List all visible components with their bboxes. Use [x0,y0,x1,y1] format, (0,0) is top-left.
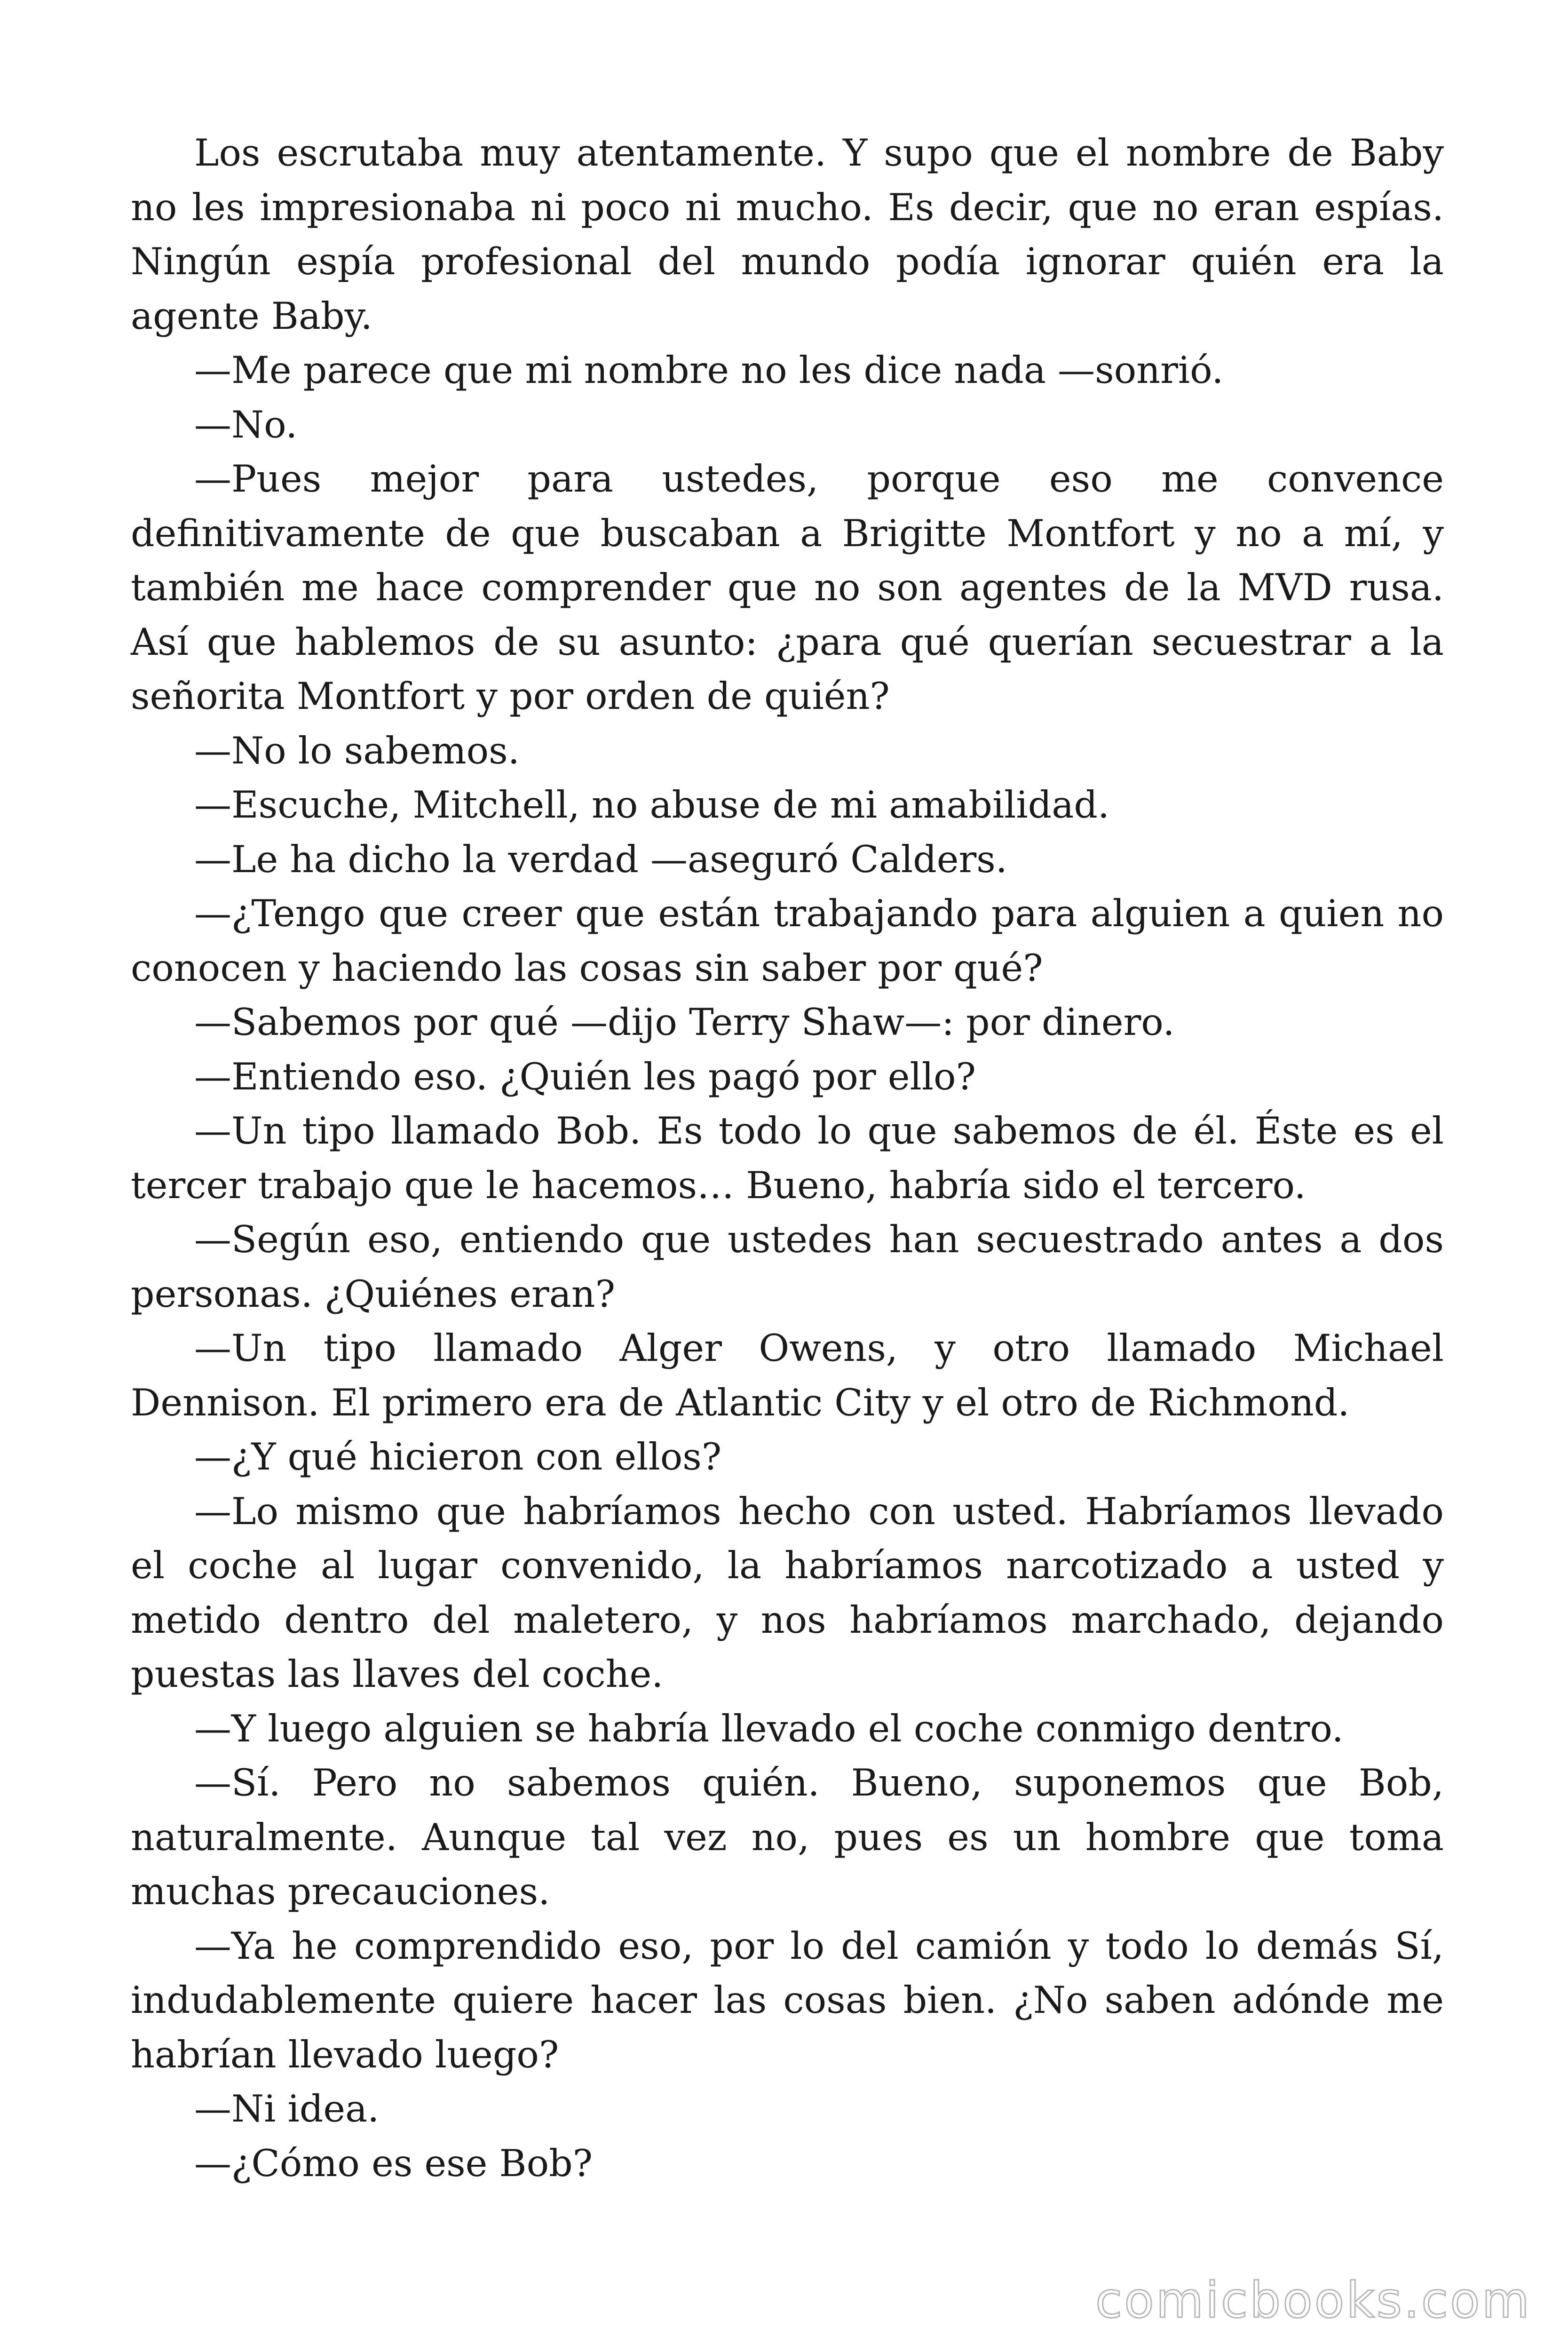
paragraph: —¿Y qué hicieron con ellos? [194,1435,722,1478]
paragraph: —¿Tengo que creer que están trabajando para alguien a quien no conocen y haciendo las cosas sin saber por qué? [131,892,1444,990]
paragraph: —Un tipo llamado Bob. Es todo lo que sabemos de él. Éste es el tercer trabajo que le hacemos… Bueno, habría sido el tercero. [131,1109,1444,1207]
paragraph: —Sabemos por qué —dijo Terry Shaw—: por dinero. [194,1001,1175,1044]
paragraph: —Escuche, Mitchell, no abuse de mi amabilidad. [194,783,1110,826]
paragraph: —Le ha dicho la verdad —aseguró Calders. [194,837,1007,881]
page-body-text [131,126,1444,2191]
paragraph: —Ni idea. [194,2087,380,2130]
paragraph: Los escrutaba muy atentamente. Y supo que el nombre de Baby no les impresionaba ni poco ni mucho. Es decir, que no eran espías. Ningún espía profesional del mundo podía ignorar quién era la agente Baby. [131,131,1444,338]
paragraph: —Ya he comprendido eso, por lo del camión y todo lo demás Sí, indudablemente quiere hacer las cosas bien. ¿No saben adónde me habrían llevado luego? [131,1924,1444,2076]
paragraph: —Me parece que mi nombre no les dice nada —sonrió. [194,349,1224,392]
paragraph: —No lo sabemos. [194,729,520,772]
paragraph: —No. [194,403,298,446]
paragraph: —Pues mejor para ustedes, porque eso me convence definitivamente de que buscaban a Brigitte Montfort y no a mí, y también me hace comprender que no son agentes de la MVD rusa. Así que hablemos de su asunto: ¿para qué querían secuestrar a la señorita Montfort y por orden de quién? [131,457,1444,718]
paragraph: —Sí. Pero no sabemos quién. Bueno, suponemos que Bob, naturalmente. Aunque tal vez no, pues es un hombre que toma muchas precauciones. [131,1761,1444,1913]
paragraph: —Según eso, entiendo que ustedes han secuestrado antes a dos personas. ¿Quiénes eran? [131,1218,1444,1316]
paragraph: —Lo mismo que habríamos hecho con usted. Habríamos llevado el coche al lugar convenido, la habríamos narcotizado a usted y metido dentro del maletero, y nos habríamos marchado, dejando puestas las llaves del coche. [131,1489,1444,1696]
watermark: comicbooks.com [1095,2272,1531,2329]
paragraph: —Y luego alguien se habría llevado el coche conmigo dentro. [194,1707,1344,1750]
paragraph: —Entiendo eso. ¿Quién les pagó por ello? [194,1055,976,1098]
paragraph: —¿Cómo es ese Bob? [194,2141,593,2185]
paragraph: —Un tipo llamado Alger Owens, y otro llamado Michael Dennison. El primero era de Atlantic City y el otro de Richmond. [131,1327,1444,1424]
